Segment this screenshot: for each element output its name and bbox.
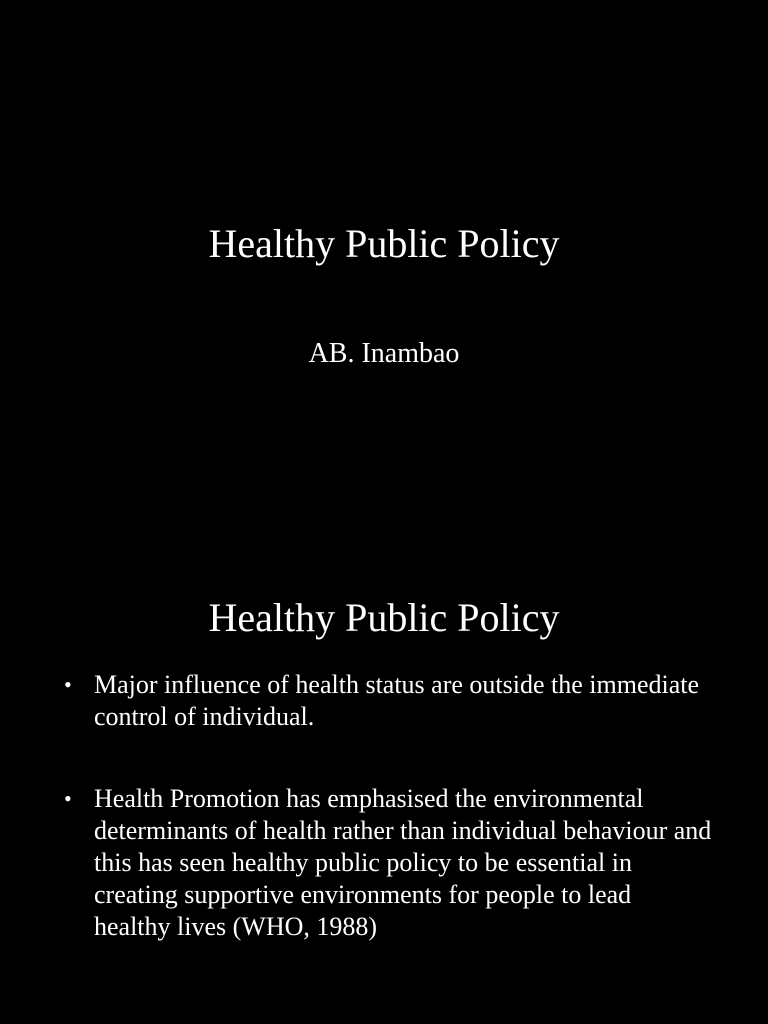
content-slide: [0, 540, 768, 1024]
bullet-icon: •: [64, 786, 72, 811]
bullet-item: [64, 669, 714, 733]
author-name: AB. Inambao: [308, 338, 460, 369]
bullet-icon: •: [64, 672, 72, 697]
slide-title: Healthy Public Policy: [208, 595, 560, 640]
bullet-text: Health Promotion has emphasised the environmental determinants of health rather than individual behaviour and this has seen healthy public policy to be essential in creating supportive environments for people to lead healthy lives (WHO, 1988): [94, 784, 712, 941]
slide-title: Healthy Public Policy: [208, 221, 560, 266]
bullet-list: [64, 669, 714, 943]
bullet-text: Major influence of health status are outside the immediate control of individual.: [94, 670, 700, 731]
bullet-item: [64, 783, 714, 943]
